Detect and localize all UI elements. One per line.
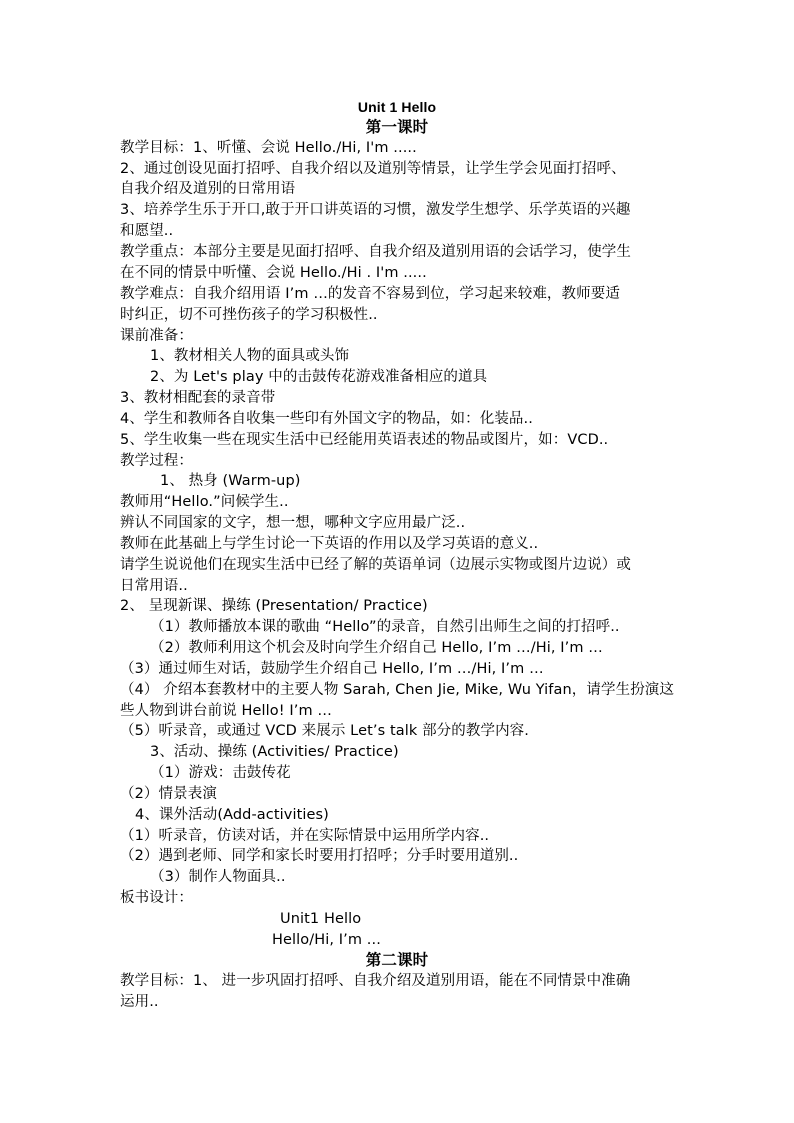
text-line: 教学过程： — [120, 453, 193, 469]
text-line: （2）情景表演 — [120, 786, 217, 802]
text-line: 辨认不同国家的文字，想一想，哪种文字应用最广泛.. — [120, 515, 466, 531]
text-line: 5、学生收集一些在现实生活中已经能用英语表述的物品或图片，如：VCD.. — [120, 432, 609, 448]
text-line: （2）教师利用这个机会及时向学生介绍自己 Hello, I’m …/Hi, I’m … — [150, 640, 603, 656]
text-line: 1、 热身 (Warm-up) — [160, 473, 301, 489]
text-line: 2、通过创设见面打招呼、自我介绍以及道别等情景，让学生学会见面打招呼、 — [120, 161, 626, 177]
text-line: 教学目标：1、听懂、会说 Hello./Hi, I'm ..... — [120, 140, 417, 156]
board-line: Hello/Hi, I’m ... — [272, 932, 381, 948]
text-line: （3）制作人物面具.. — [150, 869, 286, 885]
text-line: （3）通过师生对话，鼓励学生介绍自己 Hello, I’m …/Hi, I’m … — [120, 661, 544, 677]
text-line: （1）游戏：击鼓传花 — [150, 765, 291, 781]
text-line: 教学目标：1、 进一步巩固打招呼、自我介绍及道别用语，能在不同情景中准确 — [120, 973, 631, 989]
text-line: 请学生说说他们在现实生活中已经了解的英语单词（边展示实物或图片边说）或 — [120, 557, 631, 573]
text-line: （1）听录音，仿读对话，并在实际情景中运用所学内容.. — [120, 828, 490, 844]
text-line: 2、为 Let's play 中的击鼓传花游戏准备相应的道具 — [150, 369, 488, 385]
text-line: 日常用语.. — [120, 578, 188, 594]
unit-title: Unit 1 Hello — [357, 99, 437, 115]
text-line: 3、活动、操练 (Activities/ Practice) — [150, 744, 399, 760]
text-line: 2、 呈现新课、操练 (Presentation/ Practice) — [120, 598, 428, 614]
text-line: 些人物到讲台前说 Hello! I’m … — [120, 703, 333, 719]
text-line: 教学重点：本部分主要是见面打招呼、自我介绍及道别用语的会话学习，使学生 — [120, 244, 631, 260]
text-line: 3、教材相配套的录音带 — [120, 390, 276, 406]
text-line: 在不同的情景中听懂、会说 Hello./Hi . I'm ..... — [120, 265, 427, 281]
text-line: 板书设计： — [120, 890, 193, 906]
text-line: 和愿望.. — [120, 223, 174, 239]
text-line: 运用.. — [120, 994, 159, 1010]
text-line: （1）教师播放本课的歌曲 “Hello”的录音，自然引出师生之间的打招呼.. — [150, 619, 620, 635]
text-line: 教学难点：自我介绍用语 I’m …的发音不容易到位，学习起来较难，教师要适 — [120, 286, 620, 302]
text-line: 4、课外活动(Add-activities) — [135, 807, 329, 823]
text-line: 1、教材相关人物的面具或头饰 — [150, 348, 350, 364]
board-line: Unit1 Hello — [280, 911, 362, 927]
text-line: 自我介绍及道别的日常用语 — [120, 181, 296, 197]
text-line: 3、培养学生乐于开口,敢于开口讲英语的习惯，激发学生想学、乐学英语的兴趣 — [120, 202, 631, 218]
text-line: 课前准备： — [120, 328, 193, 344]
text-line: 4、学生和教师各自收集一些印有外国文字的物品，如：化装品.. — [120, 411, 533, 427]
text-line: （2）遇到老师、同学和家长时要用打招呼；分手时要用道别.. — [120, 848, 519, 864]
text-line: （5）听录音，或通过 VCD 来展示 Let’s talk 部分的教学内容. — [120, 723, 529, 739]
text-line: （4） 介绍本套教材中的主要人物 Sarah, Chen Jie, Mike, Wu Yifan，请学生扮演这 — [120, 682, 674, 698]
lesson-1-heading: 第一课时 — [365, 118, 429, 136]
text-line: 教师在此基础上与学生讨论一下英语的作用以及学习英语的意义.. — [120, 536, 539, 552]
text-line: 时纠正，切不可挫伤孩子的学习积极性.. — [120, 307, 378, 323]
text-line: 教师用“Hello.”问候学生.. — [120, 494, 289, 510]
lesson-2-heading: 第二课时 — [365, 951, 429, 969]
